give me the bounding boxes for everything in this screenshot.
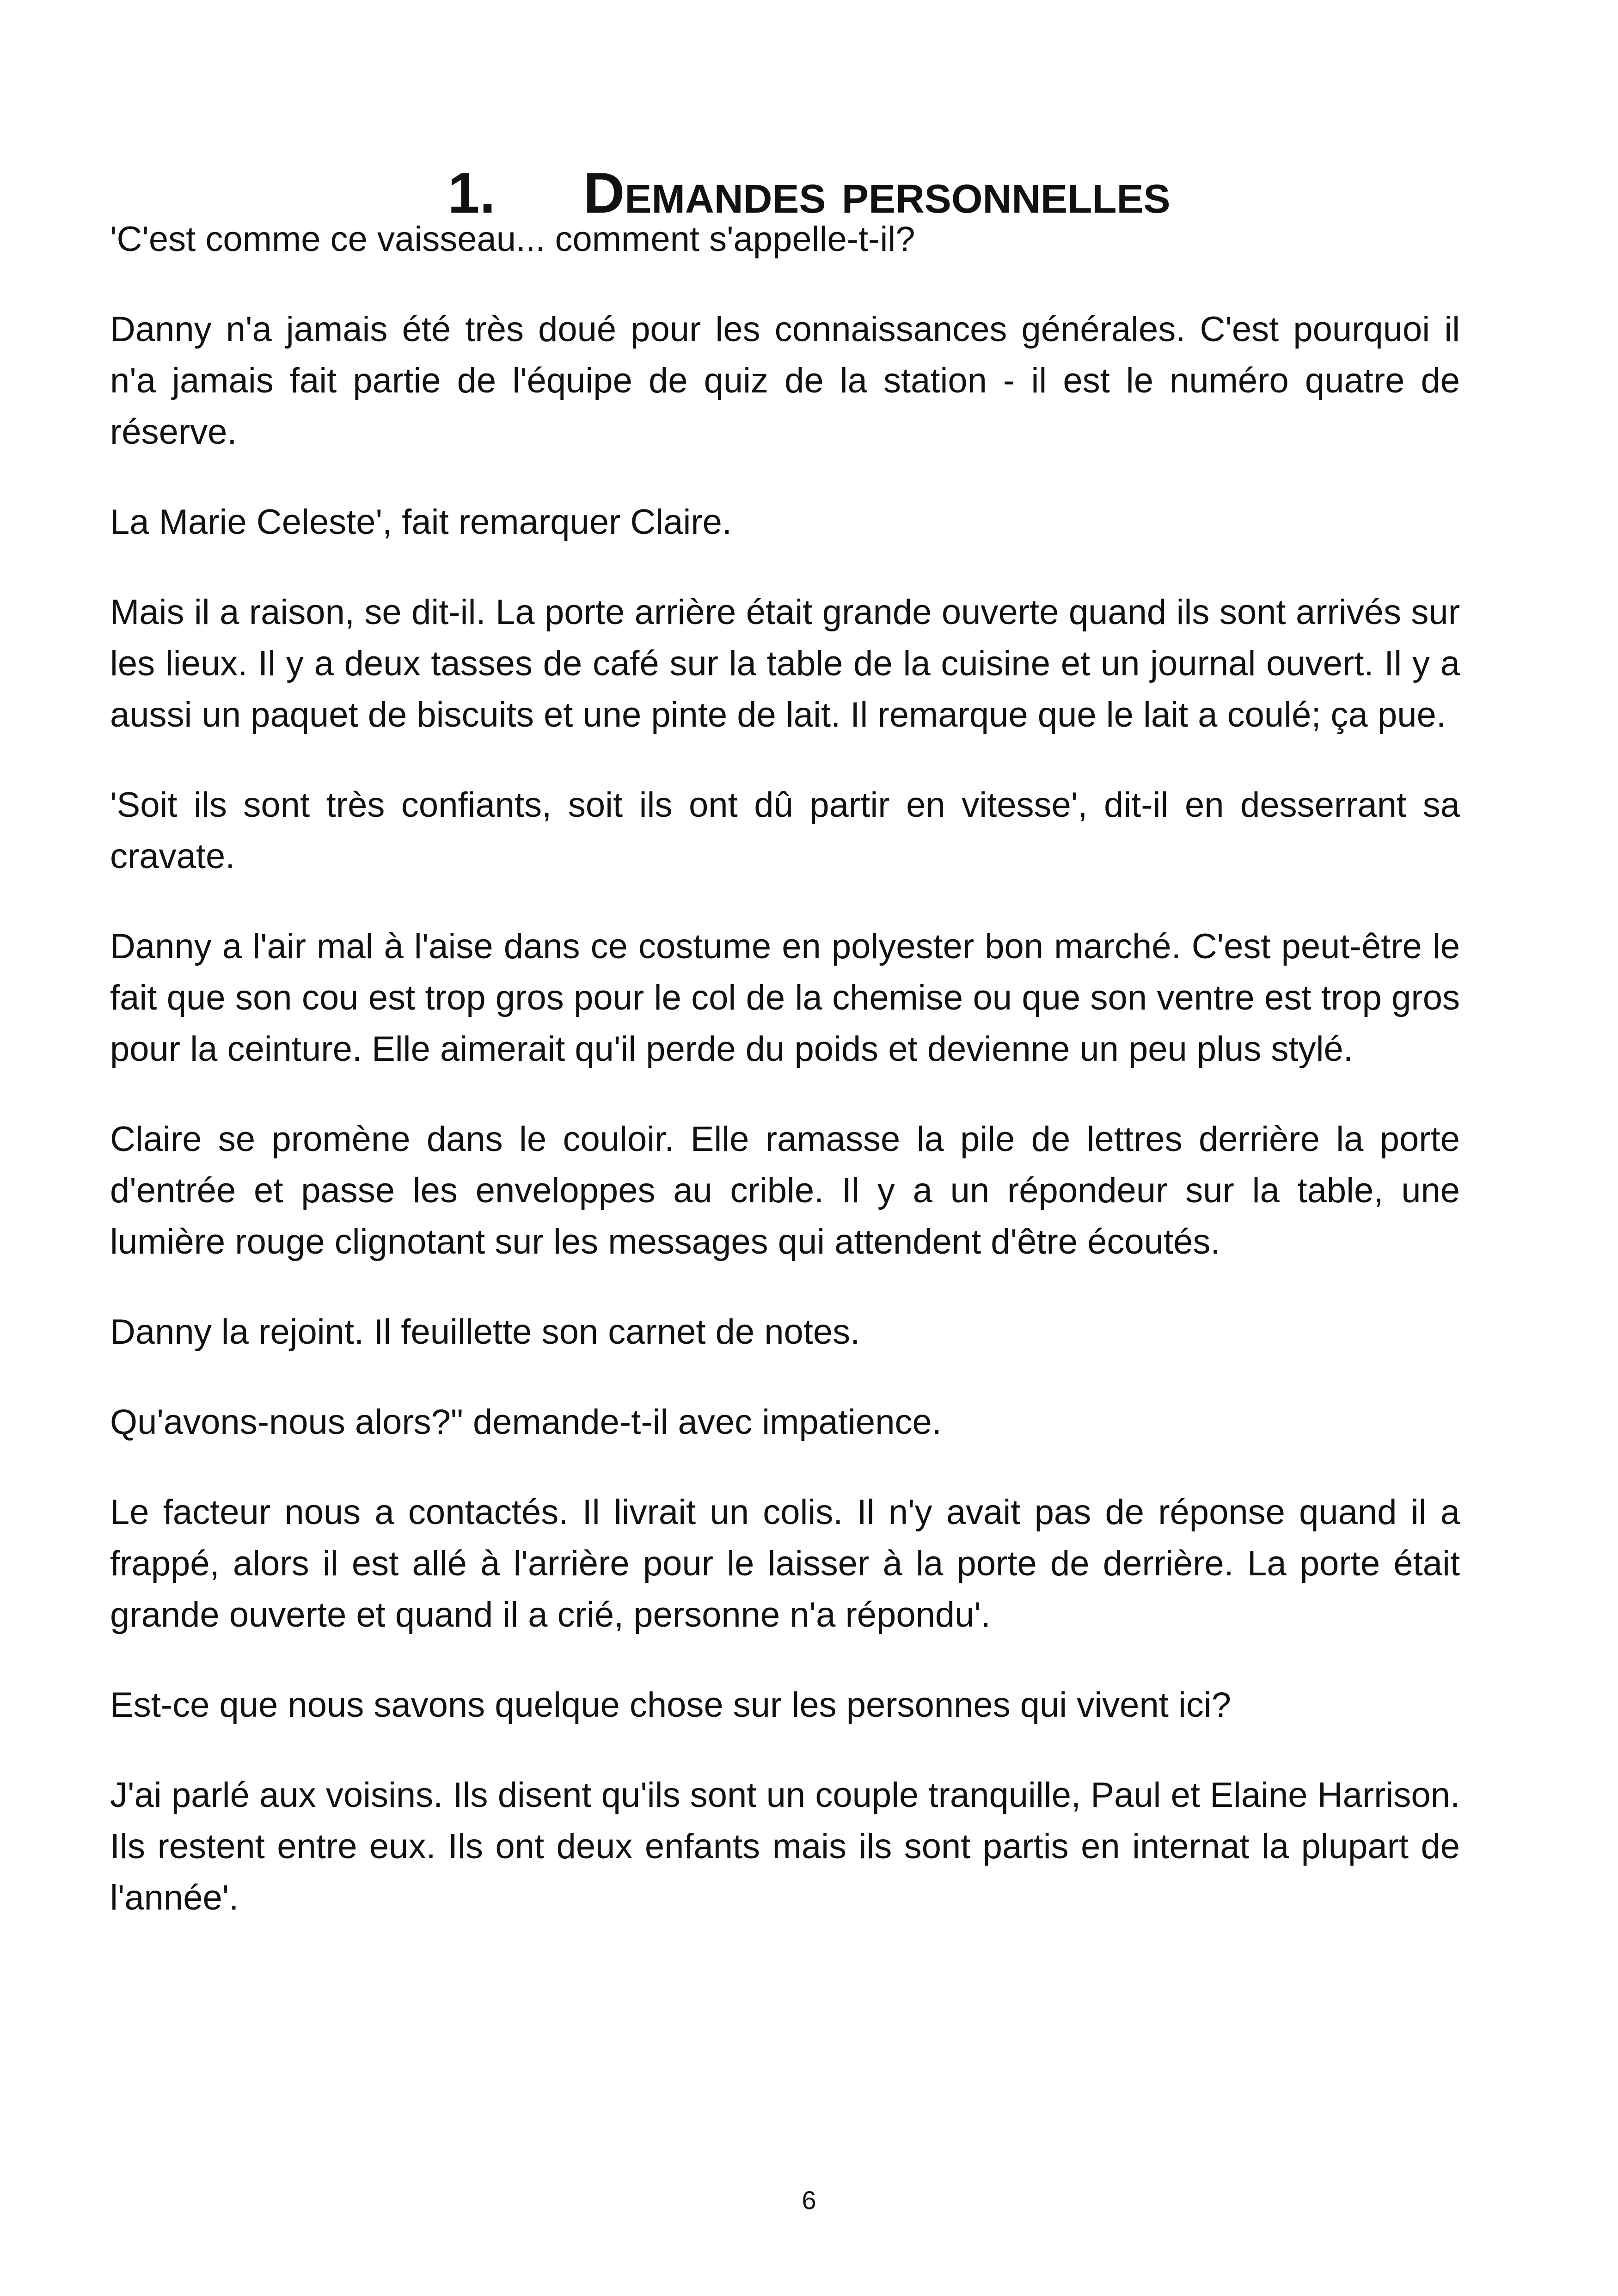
page-number: 6 bbox=[802, 2186, 816, 2215]
paragraph: La Marie Celeste', fait remarquer Claire. bbox=[110, 502, 732, 542]
paragraph: Claire se promène dans le couloir. Elle ramasse la pile de lettres derrière la porte d'entrée et passe les enveloppes au crible. Il y a un répondeur sur la table, une lumière rouge clignotant sur les messages qui attendent d'être écoutés. bbox=[110, 1120, 1460, 1261]
body-text bbox=[110, 214, 1460, 1962]
paragraph: Danny la rejoint. Il feuillette son carnet de notes. bbox=[110, 1312, 860, 1352]
paragraph: Est-ce que nous savons quelque chose sur les personnes qui vivent ici? bbox=[110, 1685, 1231, 1725]
paragraph: Mais il a raison, se dit-il. La porte arrière était grande ouverte quand ils sont arrivés sur les lieux. Il y a deux tasses de café sur la table de la cuisine et un journal ouvert. Il y a aussi un paquet de biscuits et une pinte de lait. Il remarque que le lait a coulé; ça pue. bbox=[110, 593, 1460, 735]
chapter-number: 1. bbox=[447, 161, 496, 226]
chapter-title: Demandes personnelles bbox=[583, 161, 1171, 226]
paragraph: Le facteur nous a contactés. Il livrait un colis. Il n'y avait pas de réponse quand il a frappé, alors il est allé à l'arrière pour le laisser à la porte de derrière. La porte était grande ouverte et quand il a crié, personne n'a répondu'. bbox=[110, 1493, 1460, 1635]
paragraph: Qu'avons-nous alors?" demande-t-il avec impatience. bbox=[110, 1402, 942, 1442]
paragraph: 'C'est comme ce vaisseau... comment s'appelle-t-il? bbox=[110, 220, 915, 259]
paragraph: Danny a l'air mal à l'aise dans ce costume en polyester bon marché. C'est peut-être le fait que son cou est trop gros pour le col de la chemise ou que son ventre est trop gros pour la ceinture. Elle aimerait qu'il perde du poids et devienne un peu plus stylé. bbox=[110, 927, 1460, 1069]
paragraph: 'Soit ils sont très confiants, soit ils ont dû partir en vitesse', dit-il en desserrant sa cravate. bbox=[110, 785, 1460, 876]
paragraph: J'ai parlé aux voisins. Ils disent qu'ils sont un couple tranquille, Paul et Elaine Harrison. Ils restent entre eux. Ils ont deux enfants mais ils sont partis en internat la plupart de l'année'. bbox=[110, 1776, 1460, 1917]
paragraph: Danny n'a jamais été très doué pour les connaissances générales. C'est pourquoi il n'a jamais fait partie de l'équipe de quiz de la station - il est le numéro quatre de réserve. bbox=[110, 310, 1460, 452]
